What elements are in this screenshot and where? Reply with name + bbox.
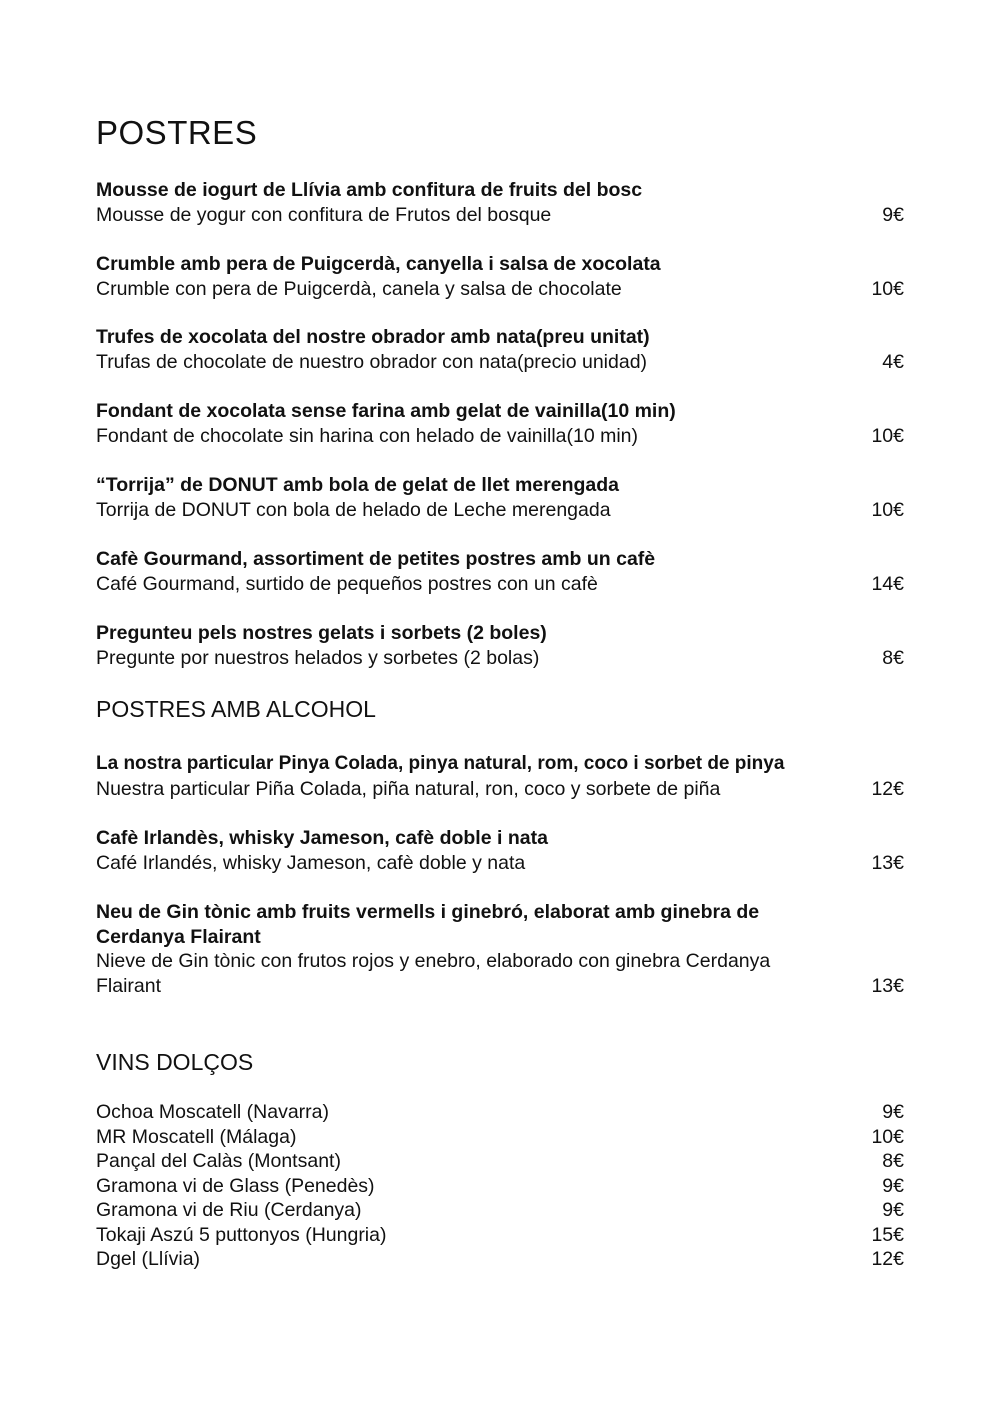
section-title-postres: POSTRES xyxy=(96,114,258,151)
wine-price: 9€ xyxy=(882,1199,904,1221)
item-name-ca: Neu de Gin tònic amb fruits vermells i ginebró, elaborat amb ginebra de Cerdanya Flairant xyxy=(96,901,760,948)
section-title-alcohol: POSTRES AMB ALCOHOL xyxy=(96,696,376,722)
wine-price: 15€ xyxy=(871,1223,904,1246)
item-name-es: Torrija de DONUT con bola de helado de Leche merengada xyxy=(96,498,611,521)
item-name-es: Nuestra particular Piña Colada, piña natural, ron, coco y sorbete de piña xyxy=(96,777,721,800)
item-name-es: Fondant de chocolate sin harina con helado de vainilla(10 min) xyxy=(96,424,639,447)
menu-item xyxy=(96,752,904,801)
list-item xyxy=(96,1149,904,1174)
list-item xyxy=(96,1198,904,1223)
wine-price: 9€ xyxy=(882,1174,904,1197)
menu-item xyxy=(96,900,904,998)
item-price: 10€ xyxy=(871,424,904,447)
item-name-ca: Crumble amb pera de Puigcerdà, canyella i salsa de xocolata xyxy=(96,253,661,275)
wine-name: Dgel (Llívia) xyxy=(96,1248,201,1270)
menu-item xyxy=(96,178,904,227)
menu-item xyxy=(96,621,904,670)
item-price: 9€ xyxy=(882,203,904,226)
wine-list xyxy=(96,1100,904,1272)
item-name-ca: Cafè Irlandès, whisky Jameson, cafè doble i nata xyxy=(96,827,548,849)
list-item xyxy=(96,1174,904,1199)
item-price: 13€ xyxy=(871,974,904,997)
item-name-es: Trufas de chocolate de nuestro obrador con nata(precio unidad) xyxy=(96,350,648,373)
section-title-vins: VINS DOLÇOS xyxy=(96,1049,254,1075)
item-name-ca: Cafè Gourmand, assortiment de petites postres amb un cafè xyxy=(96,548,656,570)
menu-item xyxy=(96,547,904,596)
item-name-ca: Mousse de iogurt de Llívia amb confitura de fruits del bosc xyxy=(96,179,643,201)
item-name-es: Café Irlandés, whisky Jameson, cafè doble y nata xyxy=(96,851,526,874)
list-item xyxy=(96,1100,904,1125)
item-price: 4€ xyxy=(882,350,904,373)
item-price: 10€ xyxy=(871,277,904,300)
wine-price: 9€ xyxy=(882,1101,904,1123)
item-price: 10€ xyxy=(871,498,904,521)
wine-price: 10€ xyxy=(871,1125,904,1148)
item-name-ca: “Torrija” de DONUT amb bola de gelat de llet merengada xyxy=(96,474,619,496)
item-price: 12€ xyxy=(871,777,904,800)
wine-price: 8€ xyxy=(882,1150,904,1172)
wine-name: Tokaji Aszú 5 puttonyos (Hungria) xyxy=(96,1223,387,1246)
item-price: 14€ xyxy=(871,572,904,595)
list-item xyxy=(96,1125,904,1150)
menu-item xyxy=(96,473,904,522)
list-item xyxy=(96,1223,904,1248)
menu-item xyxy=(96,399,904,448)
item-name-es: Café Gourmand, surtido de pequeños postres con un cafè xyxy=(96,572,598,595)
wine-name: Gramona vi de Glass (Penedès) xyxy=(96,1174,375,1197)
item-name-ca: Pregunteu pels nostres gelats i sorbets (2 boles) xyxy=(96,622,547,644)
item-name-es: Crumble con pera de Puigcerdà, canela y salsa de chocolate xyxy=(96,277,622,300)
item-name-ca: Trufes de xocolata del nostre obrador amb nata(preu unitat) xyxy=(96,326,650,348)
item-name-ca: La nostra particular Pinya Colada, pinya natural, rom, coco i sorbet de pinya xyxy=(96,753,785,774)
wine-price: 12€ xyxy=(871,1248,904,1270)
wine-name: Gramona vi de Riu (Cerdanya) xyxy=(96,1199,362,1221)
list-item xyxy=(96,1247,904,1272)
item-name-es: Pregunte por nuestros helados y sorbetes (2 bolas) xyxy=(96,646,540,669)
wine-name: Ochoa Moscatell (Navarra) xyxy=(96,1101,329,1123)
item-name-es: Nieve de Gin tònic con frutos rojos y enebro, elaborado con ginebra Cerdanya Flairant xyxy=(96,950,771,997)
wine-name: MR Moscatell (Málaga) xyxy=(96,1125,297,1148)
item-price: 13€ xyxy=(871,851,904,874)
wine-name: Pançal del Calàs (Montsant) xyxy=(96,1150,341,1172)
item-name-ca: Fondant de xocolata sense farina amb gelat de vainilla(10 min) xyxy=(96,400,676,422)
menu-item xyxy=(96,826,904,875)
menu-item xyxy=(96,325,904,374)
menu-item xyxy=(96,252,904,301)
item-name-es: Mousse de yogur con confitura de Frutos del bosque xyxy=(96,203,552,226)
item-price: 8€ xyxy=(882,646,904,669)
